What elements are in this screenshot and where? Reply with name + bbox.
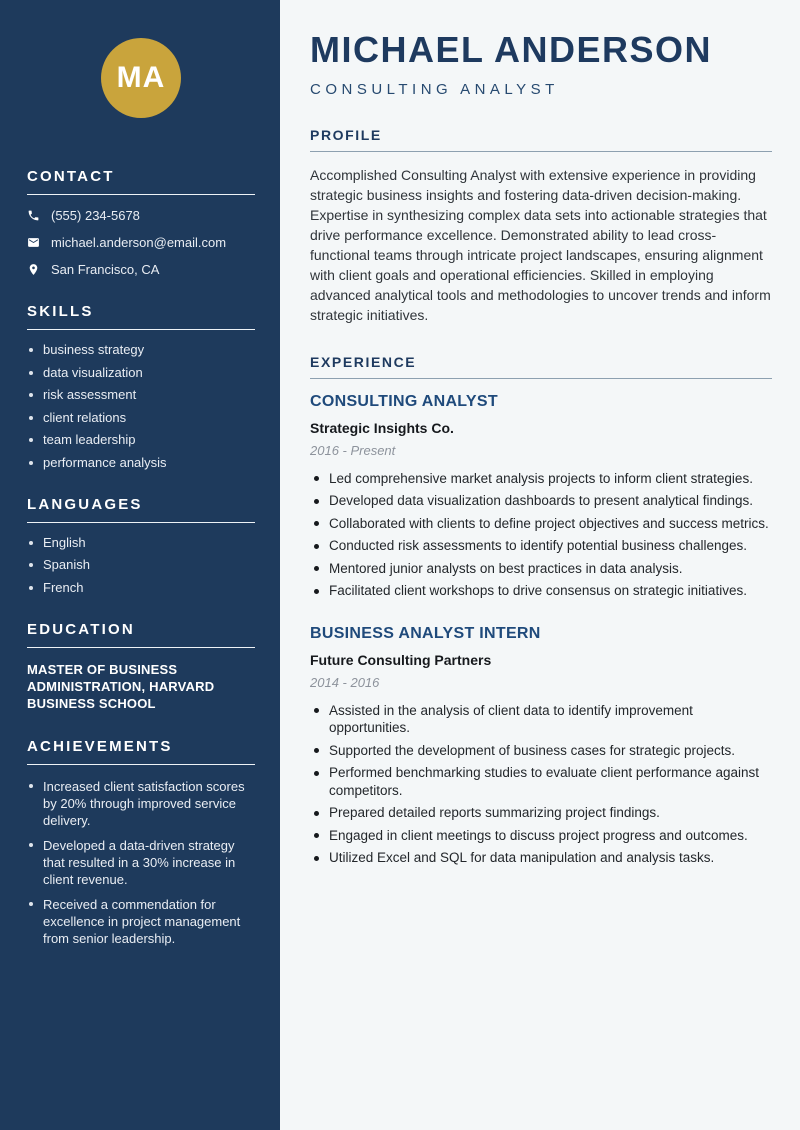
job-bullet: Led comprehensive market analysis projects to inform client strategies. — [310, 470, 772, 488]
job-bullet: Utilized Excel and SQL for data manipulation and analysis tasks. — [310, 849, 772, 867]
language-item: Spanish — [27, 558, 255, 572]
main-content — [280, 0, 800, 1130]
contact-email-row — [27, 235, 255, 250]
education-section-title: EDUCATION — [27, 621, 255, 648]
achievement-item: Received a commendation for excellence in project management from senior leadership. — [27, 896, 255, 947]
achievements-section — [27, 738, 255, 947]
achievement-item: Developed a data-driven strategy that resulted in a 30% increase in client revenue. — [27, 837, 255, 888]
achievements-list — [27, 778, 255, 947]
job-bullet: Developed data visualization dashboards to present analytical findings. — [310, 492, 772, 510]
job-bullet: Engaged in client meetings to discuss project progress and outcomes. — [310, 827, 772, 845]
skills-section — [27, 303, 255, 470]
email-icon — [27, 236, 40, 249]
experience-section-title: EXPERIENCE — [310, 354, 772, 379]
skill-item: business strategy — [27, 343, 255, 357]
phone-icon — [27, 209, 40, 222]
job-role: CONSULTING ANALYST — [310, 392, 498, 410]
job-bullet: Prepared detailed reports summarizing project findings. — [310, 804, 772, 822]
contact-location-row — [27, 262, 255, 277]
job-dates: 2014 - 2016 — [310, 674, 380, 690]
sidebar — [0, 0, 280, 1130]
contact-section — [27, 168, 255, 277]
education-section — [27, 621, 255, 712]
languages-section-title: LANGUAGES — [27, 496, 255, 523]
location-pin-icon — [27, 263, 40, 276]
skill-item: client relations — [27, 411, 255, 425]
profile-section-title: PROFILE — [310, 127, 772, 152]
job-bullet: Facilitated client workshops to drive consensus on strategic initiatives. — [310, 582, 772, 600]
skill-item: data visualization — [27, 366, 255, 380]
job-bullet: Performed benchmarking studies to evaluate client performance against competitors. — [310, 764, 772, 799]
job-role: BUSINESS ANALYST INTERN — [310, 624, 541, 642]
languages-list — [27, 536, 255, 595]
candidate-title: CONSULTING ANALYST — [310, 80, 559, 98]
skill-item: performance analysis — [27, 456, 255, 470]
experience-job — [310, 625, 772, 867]
contact-email-value: michael.anderson@email.com — [51, 235, 227, 250]
contact-section-title: CONTACT — [27, 168, 255, 195]
contact-location-value: San Francisco, CA — [51, 262, 160, 277]
skill-item: risk assessment — [27, 388, 255, 402]
candidate-name: MICHAEL ANDERSON — [310, 29, 713, 70]
avatar — [101, 38, 181, 118]
job-bullet: Supported the development of business cases for strategic projects. — [310, 742, 772, 760]
job-bullet-list — [310, 702, 772, 867]
job-bullet: Mentored junior analysts on best practices in data analysis. — [310, 560, 772, 578]
job-company: Strategic Insights Co. — [310, 419, 454, 436]
job-bullet: Assisted in the analysis of client data to identify improvement opportunities. — [310, 702, 772, 737]
skill-item: team leadership — [27, 433, 255, 447]
profile-summary: Accomplished Consulting Analyst with extensive experience in providing strategic business insights and fostering data-driven decision-making. Expertise in synthesizing complex data sets into actionable strategies that drive performance excellence. Demonstrated ability to lead cross-functional teams through intricate project landscapes, ensuring alignment with client goals and operational efficiencies. Skilled in employing advanced analytical tools and methodologies to uncover trends and inform strategic initiatives. — [310, 166, 771, 323]
language-item: French — [27, 581, 255, 595]
skills-section-title: SKILLS — [27, 303, 255, 330]
achievements-section-title: ACHIEVEMENTS — [27, 738, 255, 765]
job-bullet: Conducted risk assessments to identify potential business challenges. — [310, 537, 772, 555]
contact-phone-row — [27, 208, 255, 223]
language-item: English — [27, 536, 255, 550]
job-dates: 2016 - Present — [310, 442, 396, 458]
contact-phone-value: (555) 234-5678 — [51, 208, 140, 223]
avatar-container — [27, 38, 255, 118]
education-degree: MASTER OF BUSINESS ADMINISTRATION, HARVARD BUSINESS SCHOOL — [27, 661, 215, 711]
skills-list — [27, 343, 255, 470]
avatar-initials: MA — [116, 61, 166, 94]
job-company: Future Consulting Partners — [310, 651, 492, 668]
job-bullet-list — [310, 470, 772, 600]
languages-section — [27, 496, 255, 595]
achievement-item: Increased client satisfaction scores by 20% through improved service delivery. — [27, 778, 255, 829]
experience-job — [310, 393, 772, 600]
job-bullet: Collaborated with clients to define project objectives and success metrics. — [310, 515, 772, 533]
